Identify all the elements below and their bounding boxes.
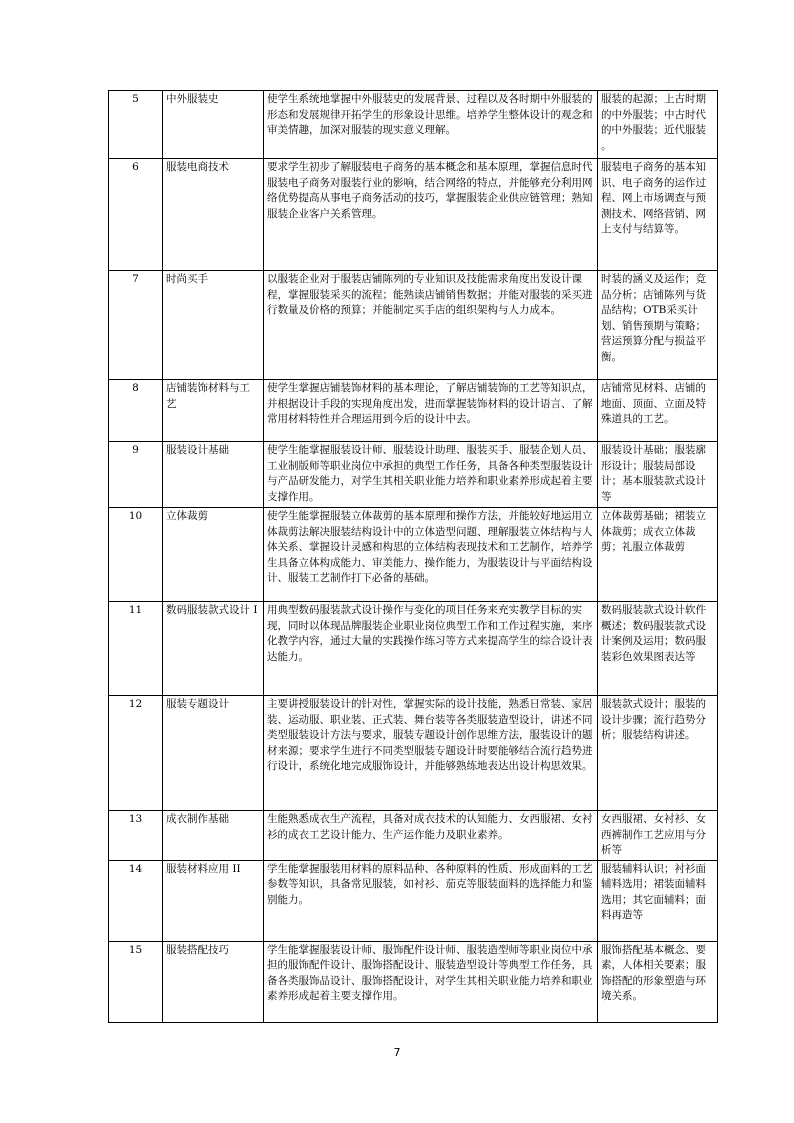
course-number: 7 xyxy=(109,271,163,380)
course-goal: 学生能掌握服装设计师、服饰配件设计师、服装造型师等职业岗位中承担的服饰配件设计、服饰搭配设计、服装造型设计等典型工作任务，具备各类服饰品设计、服饰搭配设计，对学生其相关职业能力培养和职业素养形成起着主要支撑作用。 xyxy=(264,941,598,1022)
course-goal: 使学生掌握店铺装饰材料的基本理论，了解店铺装饰的工艺等知识点，并根据设计手段的实现角度出发，进而掌握装饰材料的设计语言、了解常用材料特性并合理运用到今后的设计中去。 xyxy=(264,380,598,442)
course-content: 服装款式设计；服装的设计步骤；流行趋势分析；服装结构讲述。 xyxy=(598,696,718,811)
course-goal: 学生能掌握服装用材料的原料品种、各种原料的性质、形成面料的工艺参数等知识，具备常见服装，如衬衫、茄克等服装面料的选择能力和鉴别能力。 xyxy=(264,860,598,941)
course-content: 时装的涵义及运作；竞品分析；店铺陈列与货品结构；OTB采买计划、销售预期与策略；营运预算分配与损益平衡。 xyxy=(598,271,718,380)
course-content: 服装电子商务的基本知识、电子商务的运作过程、网上市场调查与预测技术、网络营销、网上支付与结算等。 xyxy=(598,159,718,271)
table-row xyxy=(109,91,718,159)
course-goal: 用典型数码服装款式设计操作与变化的项目任务来充实教学目标的实现，同时以体现品牌服装企业职业岗位典型工作和工作过程实施，来序化教学内容，通过大量的实践操作练习等方式来提高学生的综合设计表达能力。 xyxy=(264,602,598,696)
course-goal: 生能熟悉成衣生产流程，具备对成衣技术的认知能力、女西服裙、女衬衫的成衣工艺设计能力、生产运作能力及职业素养。 xyxy=(264,811,598,861)
course-content: 服饰搭配基本概念、要素，人体相关要素；服饰搭配的形象塑造与环境关系。 xyxy=(598,941,718,1022)
course-number: 13 xyxy=(109,811,163,861)
course-name: 立体裁剪 xyxy=(163,508,264,602)
course-name: 服装专题设计 xyxy=(163,696,264,811)
course-content: 店铺常见材料、店铺的地面、顶面、立面及特殊道具的工艺。 xyxy=(598,380,718,442)
course-content: 数码服装款式设计软件概述；数码服装款式设计案例及运用；数码服装彩色效果图表达等 xyxy=(598,602,718,696)
page-number: 7 xyxy=(393,1046,401,1059)
course-name: 数码服装款式设计 I xyxy=(163,602,264,696)
course-goal: 使学生能掌握服装设计师、服装设计助理、服装买手、服装企划人员、工业制版师等职业岗位中承担的典型工作任务，具备各种类型服装设计与产品研发能力，对学生其相关职业能力培养和职业素养形成起着主要支撑作用。 xyxy=(264,442,598,508)
course-number: 11 xyxy=(109,602,163,696)
course-goal: 要求学生初步了解服装电子商务的基本概念和基本原理，掌握信息时代服装电子商务对服装行业的影响，结合网络的特点，并能够充分利用网络优势提高从事电子商务活动的技巧，掌握服装企业供应链管理；熟知服装企业客户关系管理。 xyxy=(264,159,598,271)
course-name: 成衣制作基础 xyxy=(163,811,264,861)
course-number: 10 xyxy=(109,508,163,602)
table-row xyxy=(109,602,718,696)
course-goal: 主要讲授服装设计的针对性，掌握实际的设计技能，熟悉日常装、家居装、运动服、职业装、正式装、舞台装等各类服装造型设计，讲述不同类型服装设计方法与要求，服装专题设计创作思维方法，服装设计的题材来源；要求学生进行不同类型服装专题设计时要能够结合流行趋势进行设计，系统化地完成服饰设计，并能够熟练地表达出设计构思效果。 xyxy=(264,696,598,811)
course-name: 店铺装饰材料与工艺 xyxy=(163,380,264,442)
course-name: 服装电商技术 xyxy=(163,159,264,271)
course-name: 时尚买手 xyxy=(163,271,264,380)
course-goal: 使学生系统地掌握中外服装史的发展背景、过程以及各时期中外服装的形态和发展规律开拓学生的形象设计思维。培养学生整体设计的观念和审美情趣，加深对服装的现实意义理解。 xyxy=(264,91,598,159)
course-name: 服装设计基础 xyxy=(163,442,264,508)
course-number: 12 xyxy=(109,696,163,811)
table-row xyxy=(109,508,718,602)
table-row xyxy=(109,811,718,861)
course-content: 服装辅料认识；衬衫面辅料选用；裙装面辅料选用；其它面辅料；面料再造等 xyxy=(598,860,718,941)
course-table xyxy=(108,90,718,1023)
table-row xyxy=(109,159,718,271)
course-content: 服装设计基础；服装廓形设计；服装局部设计；基本服装款式设计等 xyxy=(598,442,718,508)
course-content: 女西服裙、女衬衫、女西裤制作工艺应用与分析等 xyxy=(598,811,718,861)
table-row xyxy=(109,442,718,508)
course-content: 服装的起源；上古时期的中外服装；中古时代的中外服装；近代服装 。 xyxy=(598,91,718,159)
course-goal: 以服装企业对于服装店铺陈列的专业知识及技能需求角度出发设计课程，掌握服装采买的流程；能熟读店铺销售数据；并能对服装的采买进行数量及价格的预算；并能制定买手店的组织架构与人力成本。 xyxy=(264,271,598,380)
table-row xyxy=(109,696,718,811)
table-row xyxy=(109,860,718,941)
table-row xyxy=(109,941,718,1022)
course-number: 9 xyxy=(109,442,163,508)
table-row xyxy=(109,271,718,380)
course-name: 服装材料应用 II xyxy=(163,860,264,941)
course-goal: 使学生能掌握服装立体裁剪的基本原理和操作方法，并能较好地运用立体裁剪法解决服装结构设计中的立体造型问题、理解服装立体结构与人体关系、掌握设计灵感和构思的立体结构表现技术和工艺制作，培养学生具备立体构成能力、审美能力、操作能力，为服装设计与平面结构设计、服装工艺制作打下必备的基础。 xyxy=(264,508,598,602)
table-row xyxy=(109,380,718,442)
course-number: 6 xyxy=(109,159,163,271)
course-content: 立体裁剪基础；裙装立体裁剪；成衣立体裁剪；礼服立体裁剪 xyxy=(598,508,718,602)
course-name: 服装搭配技巧 xyxy=(163,941,264,1022)
course-number: 14 xyxy=(109,860,163,941)
course-number: 15 xyxy=(109,941,163,1022)
course-number: 8 xyxy=(109,380,163,442)
course-name: 中外服装史 xyxy=(163,91,264,159)
course-number: 5 xyxy=(109,91,163,159)
